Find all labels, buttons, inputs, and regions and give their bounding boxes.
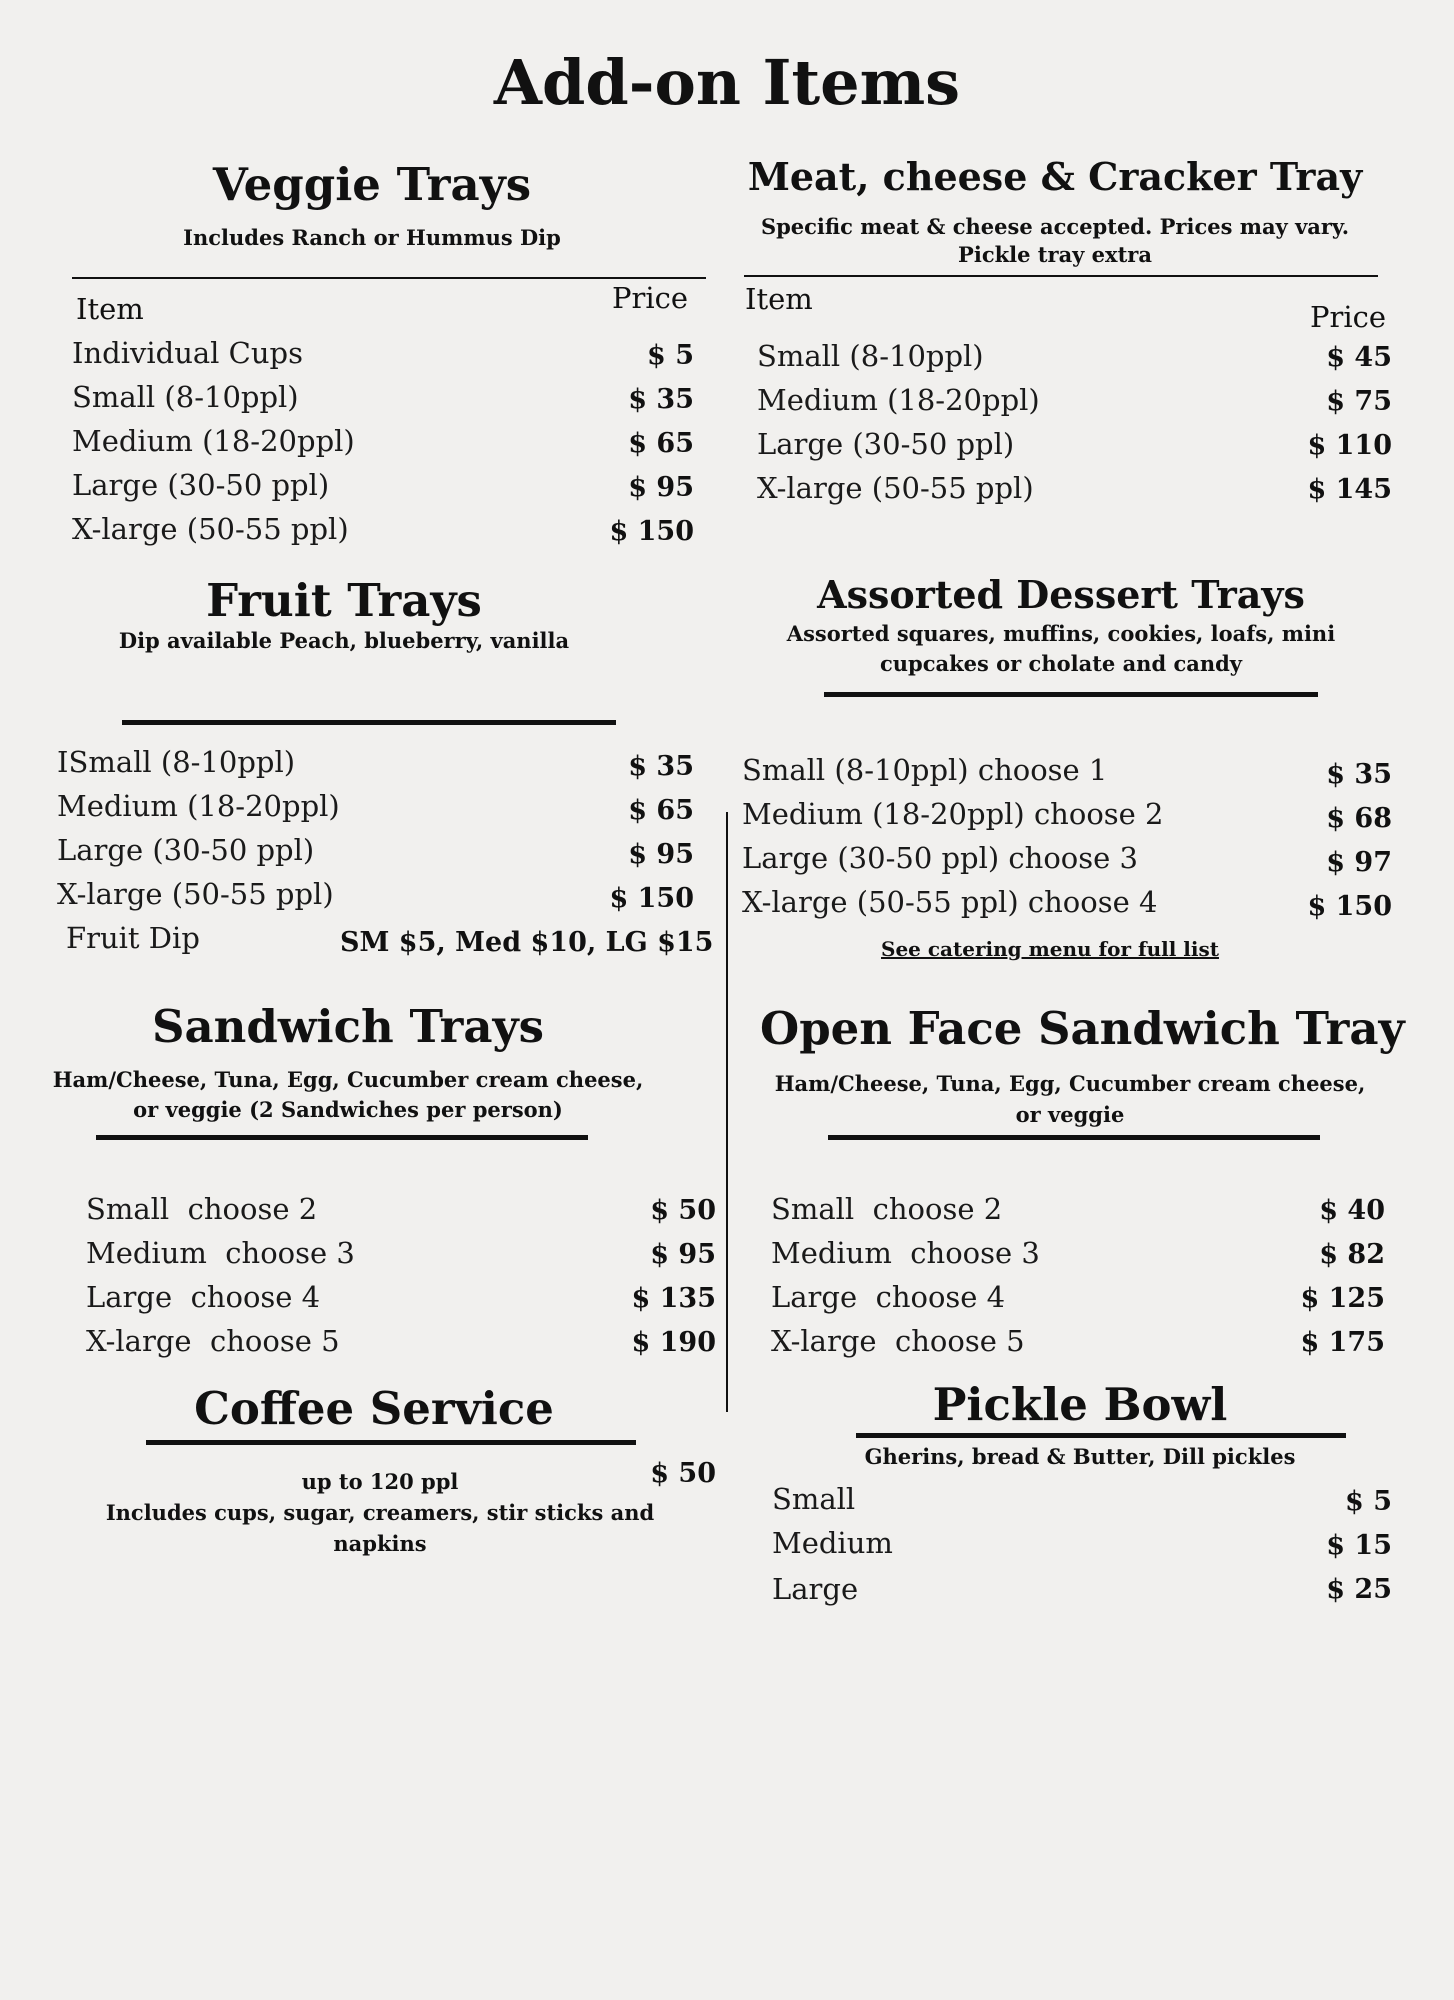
dessert-price: $ 68 [1326,803,1392,834]
pickle-subtitle: Gherins, bread & Butter, Dill pickles [864,1444,1296,1469]
openface-title: Open Face Sandwich Tray [760,1002,1405,1055]
veggie-price: $ 150 [609,516,694,547]
openface-subtitle-2: or veggie [1015,1102,1125,1127]
meat-price: $ 45 [1326,342,1392,373]
sandwich-subtitle: Ham/Cheese, Tuna, Egg, Cucumber cream cheese, [52,1067,644,1092]
meat-item: Small (8-10ppl) [757,339,984,373]
dessert-price: $ 150 [1307,891,1392,922]
fruit-rule [122,720,616,725]
coffee-includes-2: napkins [333,1531,427,1556]
veggie-item: Small (8-10ppl) [72,380,299,414]
pickle-price: $ 15 [1326,1530,1392,1561]
openface-price: $ 40 [1319,1195,1385,1226]
sandwich-title: Sandwich Trays [151,1000,544,1053]
meat-price: $ 110 [1307,430,1392,461]
coffee-price: $ 50 [650,1458,716,1489]
coffee-title: Coffee Service [194,1382,554,1435]
veggie-title: Veggie Trays [212,158,532,211]
fruit-item: X-large (50-55 ppl) [57,877,334,911]
pickle-item: Medium [772,1526,893,1560]
pickle-price: $ 25 [1326,1574,1392,1605]
veggie-rule [72,277,706,279]
sandwich-price: $ 135 [631,1283,716,1314]
veggie-price: $ 95 [628,472,694,503]
dessert-subtitle-2: cupcakes or cholate and candy [880,651,1242,676]
veggie-col-price: Price [612,281,689,315]
sandwich-price: $ 190 [631,1327,716,1358]
veggie-item: X-large (50-55 ppl) [72,512,349,546]
coffee-rule [146,1440,636,1445]
page-title: Add-on Items [493,46,961,119]
sandwich-subtitle-2: or veggie (2 Sandwiches per person) [133,1097,563,1122]
meat-col-item: Item [745,282,813,316]
dessert-item: Medium (18-20ppl) choose 2 [742,797,1164,831]
dessert-title: Assorted Dessert Trays [817,572,1305,617]
openface-price: $ 175 [1300,1327,1385,1358]
dessert-price: $ 97 [1326,847,1392,878]
dessert-rule [824,692,1318,697]
dessert-subtitle: Assorted squares, muffins, cookies, loafs, mini [786,621,1336,646]
fruit-item: Large (30-50 ppl) [57,833,315,867]
dessert-item: X-large (50-55 ppl) choose 4 [742,885,1158,919]
veggie-col-item: Item [76,292,144,326]
pickle-rule [856,1433,1346,1438]
fruit-dip-price: SM $5, Med $10, LG $15 [340,927,714,958]
veggie-item: Large (30-50 ppl) [72,468,330,502]
openface-item: X-large choose 5 [771,1324,1025,1358]
meat-item: Medium (18-20ppl) [757,383,1040,417]
fruit-price: $ 95 [628,839,694,870]
sandwich-rule [96,1135,588,1140]
meat-subtitle-2: Pickle tray extra [958,242,1152,267]
meat-rule [744,275,1378,277]
meat-price: $ 145 [1307,474,1392,505]
catering-menu-link[interactable]: See catering menu for full list [881,937,1219,961]
veggie-item: Medium (18-20ppl) [72,424,355,458]
meat-col-price: Price [1310,300,1387,334]
openface-price: $ 125 [1300,1283,1385,1314]
sandwich-price: $ 95 [650,1239,716,1270]
dessert-price: $ 35 [1326,759,1392,790]
fruit-price: $ 65 [628,795,694,826]
sandwich-price: $ 50 [650,1195,716,1226]
veggie-subtitle: Includes Ranch or Hummus Dip [183,225,561,250]
meat-title: Meat, cheese & Cracker Tray [747,154,1363,199]
meat-subtitle: Specific meat & cheese accepted. Prices may vary. [760,214,1350,239]
veggie-price: $ 65 [628,428,694,459]
pickle-price: $ 5 [1345,1486,1392,1517]
sandwich-item: Medium choose 3 [86,1236,355,1270]
pickle-item: Large [772,1572,859,1606]
openface-item: Medium choose 3 [771,1236,1040,1270]
column-divider [726,812,728,1412]
meat-price: $ 75 [1326,386,1392,417]
veggie-price: $ 35 [628,384,694,415]
sandwich-item: Small choose 2 [86,1192,318,1226]
openface-item: Large choose 4 [771,1280,1006,1314]
dessert-item: Small (8-10ppl) choose 1 [742,753,1108,787]
openface-rule [828,1135,1320,1140]
meat-item: Large (30-50 ppl) [757,427,1015,461]
fruit-subtitle: Dip available Peach, blueberry, vanilla [118,628,570,653]
dessert-item: Large (30-50 ppl) choose 3 [742,841,1138,875]
veggie-item: Individual Cups [72,336,303,370]
pickle-title: Pickle Bowl [932,1378,1228,1431]
openface-subtitle: Ham/Cheese, Tuna, Egg, Cucumber cream cheese, [774,1071,1366,1096]
coffee-capacity: up to 120 ppl [301,1469,459,1494]
veggie-price: $ 5 [647,340,694,371]
sandwich-item: X-large choose 5 [86,1324,340,1358]
fruit-item: Medium (18-20ppl) [57,789,340,823]
meat-item: X-large (50-55 ppl) [757,471,1034,505]
openface-item: Small choose 2 [771,1192,1003,1226]
fruit-price: $ 150 [609,883,694,914]
pickle-item: Small [772,1482,856,1516]
fruit-dip-label: Fruit Dip [66,921,200,955]
openface-price: $ 82 [1319,1239,1385,1270]
fruit-item: ISmall (8-10ppl) [57,745,296,779]
sandwich-item: Large choose 4 [86,1280,321,1314]
fruit-price: $ 35 [628,751,694,782]
coffee-includes: Includes cups, sugar, creamers, stir sticks and [105,1500,655,1525]
fruit-title: Fruit Trays [206,574,482,627]
